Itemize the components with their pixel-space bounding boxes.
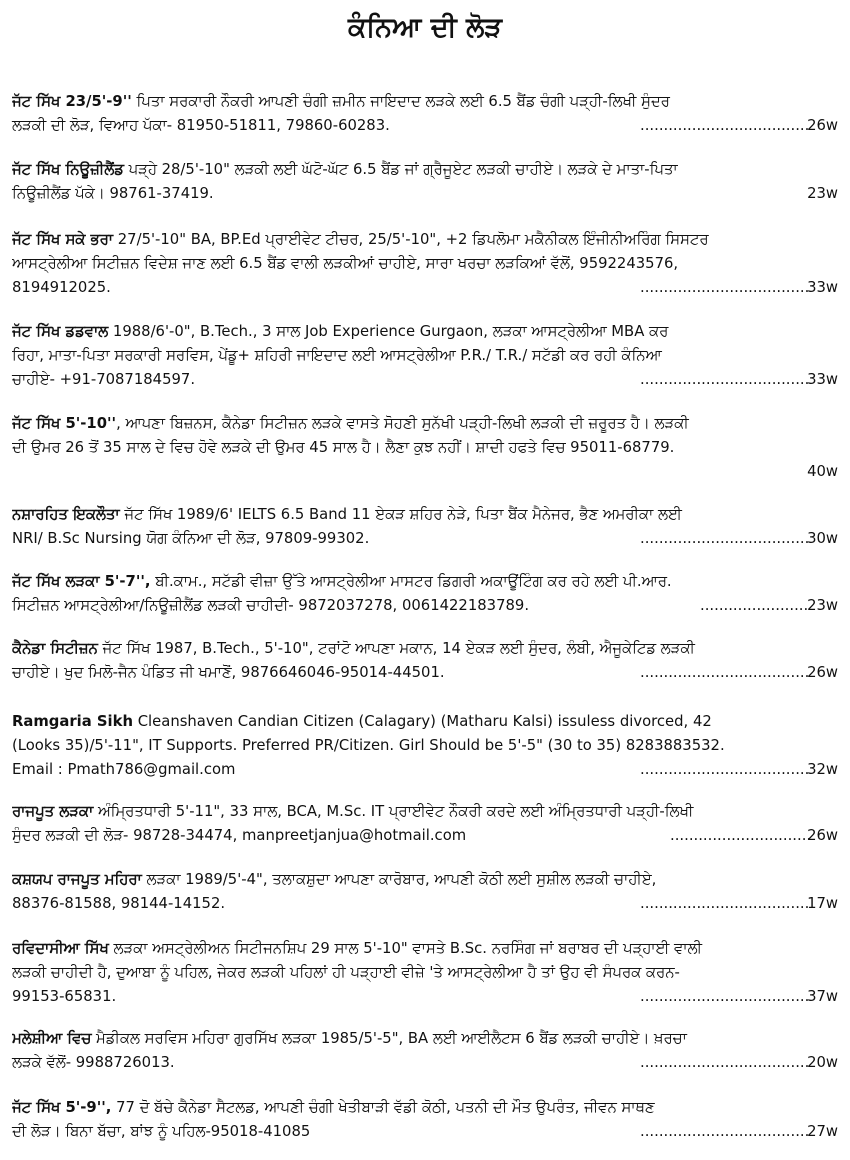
ad-line: (Looks 35)/5'-11", IT Supports. Preferred PR/Citizen. Girl Should be 5'-5" (30 to 35) 8283883532.: [12, 736, 725, 754]
ad-line: [12, 637, 838, 661]
ad-footer: [12, 892, 838, 916]
dot-leader: [640, 1051, 810, 1075]
ad-code: 37w: [807, 987, 838, 1005]
dot-leader: [640, 114, 810, 138]
ad-text: ਲੜਕੀ ਦੀ ਲੋੜ, ਵਿਆਹ ਪੱਕਾ- 81950-51811, 79860-60283.: [12, 116, 390, 134]
ad-line: ਰਿਹਾ, ਮਾਤਾ-ਪਿਤਾ ਸਰਕਾਰੀ ਸਰਵਿਸ, ਪੇਂਡੂ+ ਸ਼ਹਿਰੀ ਜਾਇਦਾਦ ਲਈ ਆਸਟ੍ਰੇਲੀਆ P.R./ T.R./ ਸਟੱਡੀ ਕਰ ਰਹੀ ਕੰਨਿਆ: [12, 346, 662, 364]
ad-text: ਮੈਡੀਕਲ ਸਰਵਿਸ ਮਹਿਰਾ ਗੁਰਸਿੱਖ ਲੜਕਾ 1985/5'-5", BA ਲਈ ਆਈਲੈਟਸ 6 ਬੈਂਡ ਲੜਕੀ ਚਾਹੀਏ। ਖ਼ਰਚਾ: [96, 1030, 687, 1047]
ad-code: 23w: [807, 184, 838, 202]
ad-line: ਲੜਕੀ ਚਾਹੀਦੀ ਹੈ, ਦੁਆਬਾ ਨੂੰ ਪਹਿਲ, ਜੇਕਰ ਲੜਕੀ ਪਹਿਲਾਂ ਹੀ ਪੜ੍ਹਾਈ ਵੀਜ਼ੇ 'ਤੇ ਆਸਟ੍ਰੇਲੀਆ ਹੈ ਤਾਂ ਉਹ ਵੀ ਸੰਪਰਕ ਕਰਨ-: [12, 963, 680, 981]
ad-text: ਜੱਟ ਸਿੱਖ 1987, B.Tech., 5'-10", ਟਰਾਂਟੋ ਆਪਣਾ ਮਕਾਨ, 14 ਏਕੜ ਲਈ ਸੁੰਦਰ, ਲੰਬੀ, ਐਜੂਕੇਟਿਡ ਲੜਕੀ: [102, 640, 695, 657]
ad-code: 20w: [807, 1053, 838, 1071]
ad-line: ਆਸਟ੍ਰੇਲੀਆ ਸਿਟੀਜ਼ਨ ਵਿਦੇਸ਼ ਜਾਣ ਲਈ 6.5 ਬੈਂਡ ਵਾਲੀ ਲੜਕੀਆਂ ਚਾਹੀਏ, ਸਾਰਾ ਖਰਚਾ ਲੜਕਿਆਂ ਵੱਲੋਂ, 9592243576,: [12, 254, 679, 272]
ad-line: [12, 90, 838, 114]
dot-leader: [640, 985, 810, 1009]
ad-text: ਪਿਤਾ ਸਰਕਾਰੀ ਨੌਕਰੀ ਆਪਣੀ ਚੰਗੀ ਜ਼ਮੀਨ ਜਾਇਦਾਦ ਲੜਕੇ ਲਈ 6.5 ਬੈਂਡ ਚੰਗੀ ਪੜ੍ਹੀ-ਲਿਖੀ ਸੁੰਦਰ: [136, 93, 670, 110]
ad-entry: [12, 228, 838, 299]
ad-text: 1988/6'-0", B.Tech., 3 ਸਾਲ Job Experience Gurgaon, ਲੜਕਾ ਆਸਟ੍ਰੇਲੀਆ MBA ਕਰ: [112, 323, 669, 340]
ad-entry: [12, 158, 838, 206]
ad-code: 30w: [807, 529, 838, 547]
dot-leader: [640, 661, 810, 685]
ad-text: ਜੱਟ ਸਿੱਖ 1989/6' IELTS 6.5 Band 11 ਏਕੜ ਸ਼ਹਿਰ ਨੇੜੇ, ਪਿਤਾ ਬੈਂਕ ਮੈਨੇਜਰ, ਭੈਣ ਅਮਰੀਕਾ ਲਈ: [124, 506, 682, 523]
ad-footer: [12, 1051, 838, 1075]
dot-leader: [670, 824, 810, 848]
ad-text: ਸਿਟੀਜ਼ਨ ਆਸਟ੍ਰੇਲੀਆ/ਨਿਊਜ਼ੀਲੈਂਡ ਲੜਕੀ ਚਾਹੀਦੀ- 9872037278, 0061422183789.: [12, 596, 530, 614]
ad-line: [12, 937, 838, 961]
ad-text: ਸੁੰਦਰ ਲੜਕੀ ਦੀ ਲੋੜ- 98728-34474, manpreetjanjua@hotmail.com: [12, 826, 467, 844]
ad-lead: ਜੱਟ ਸਿੱਖ ਡਡਵਾਲ: [12, 323, 109, 340]
ad-footer: [12, 368, 838, 392]
ad-lead: ਜੱਟ ਸਿੱਖ 5'-9'',: [12, 1099, 112, 1116]
ad-line: [12, 412, 838, 436]
page-title: ਕੰਨਿਆ ਦੀ ਲੋੜ: [347, 12, 503, 43]
dot-leader: [640, 758, 810, 782]
ad-code: 32w: [807, 760, 838, 778]
ad-line: [12, 800, 838, 824]
ad-line: [12, 503, 838, 527]
ad-code: 23w: [807, 596, 838, 614]
ad-code: 27w: [807, 1122, 838, 1140]
ad-text: Cleanshaven Candian Citizen (Calagary) (Matharu Kalsi) issuless divorced, 42: [137, 713, 712, 730]
ad-lead: ਜੱਟ ਸਿੱਖ ਸਕੇ ਭਰਾ: [12, 231, 114, 248]
dot-leader: [640, 276, 810, 300]
ad-lead: ਕੈਨੇਡਾ ਸਿਟੀਜ਼ਨ: [12, 640, 98, 657]
ad-lead: ਜੱਟ ਸਿੱਖ 23/5'-9'': [12, 93, 132, 110]
ad-code: 17w: [807, 894, 838, 912]
ad-footer: [12, 182, 838, 206]
ad-lead: ਜੱਟ ਸਿੱਖ ਨਿਊਜ਼ੀਲੈਂਡ: [12, 161, 124, 178]
ad-text: 99153-65831.: [12, 987, 117, 1005]
dot-leader: [700, 594, 810, 618]
ad-entry: [12, 412, 838, 483]
ad-footer: [12, 1120, 838, 1144]
ad-footer: [12, 276, 838, 300]
ad-line: [12, 570, 838, 594]
ad-entry: [12, 710, 838, 781]
ad-footer: [12, 594, 838, 618]
ad-footer: [12, 758, 838, 782]
ad-footer: [12, 527, 838, 551]
ad-line: [12, 868, 838, 892]
ad-entry: [12, 937, 838, 1008]
ad-code: 33w: [807, 370, 838, 388]
ad-footer: [12, 824, 838, 848]
ad-line: [12, 320, 838, 344]
ad-entry: [12, 1096, 838, 1144]
ad-text: ਲੜਕਾ 1989/5'-4", ਤਲਾਕਸ਼ੁਦਾ ਆਪਣਾ ਕਾਰੋਬਾਰ, ਆਪਣੀ ਕੋਠੀ ਲਈ ਸੁਸ਼ੀਲ ਲੜਕੀ ਚਾਹੀਏ,: [146, 871, 657, 888]
ad-code: 26w: [807, 663, 838, 681]
ad-footer: [12, 985, 838, 1009]
ad-text: ਪੜ੍ਹੇ 28/5'-10" ਲੜਕੀ ਲਈ ਘੱਟੋ-ਘੱਟ 6.5 ਬੈਂਡ ਜਾਂ ਗ੍ਰੈਜੂਏਟ ਲੜਕੀ ਚਾਹੀਏ। ਲੜਕੇ ਦੇ ਮਾਤਾ-ਪਿਤਾ: [128, 161, 678, 178]
ad-text: ਬੀ.ਕਾਮ., ਸਟੱਡੀ ਵੀਜ਼ਾ ਉੱਤੇ ਆਸਟ੍ਰੇਲੀਆ ਮਾਸਟਰ ਡਿਗਰੀ ਅਕਾਊਂਟਿੰਗ ਕਰ ਰਹੇ ਲਈ ਪੀ.ਆਰ.: [155, 573, 672, 590]
dot-leader: [640, 1120, 810, 1144]
ad-footer: [12, 114, 838, 138]
ad-footer: [12, 661, 838, 685]
ad-code: 33w: [807, 278, 838, 296]
ad-entry: [12, 90, 838, 138]
ad-entry: [12, 1027, 838, 1075]
ad-text: NRI/ B.Sc Nursing ਯੋਗ ਕੰਨਿਆ ਦੀ ਲੋੜ, 97809-99302.: [12, 529, 370, 547]
ad-lead: ਰਾਜਪੂਤ ਲੜਕਾ: [12, 803, 94, 820]
dot-leader: [640, 892, 810, 916]
ad-text: ਅੰਮ੍ਰਿਤਧਾਰੀ 5'-11", 33 ਸਾਲ, BCA, M.Sc. IT ਪ੍ਰਾਈਵੇਟ ਨੌਕਰੀ ਕਰਦੇ ਲਈ ਅੰਮ੍ਰਿਤਧਾਰੀ ਪੜ੍ਹੀ-ਲਿਖੀ: [97, 803, 694, 820]
ad-code: 26w: [807, 116, 838, 134]
ad-text: , ਆਪਣਾ ਬਿਜ਼ਨਸ, ਕੈਨੇਡਾ ਸਿਟੀਜ਼ਨ ਲੜਕੇ ਵਾਸਤੇ ਸੋਹਣੀ ਸੁਨੱਖੀ ਪੜ੍ਹੀ-ਲਿਖੀ ਲੜਕੀ ਦੀ ਜ਼ਰੂਰਤ ਹੈ। ਲੜਕੀ: [116, 415, 689, 432]
ad-text: ਲੜਕੇ ਵੱਲੋਂ- 9988726013.: [12, 1053, 175, 1071]
ad-lead: ਮਲੇਸ਼ੀਆ ਵਿਚ: [12, 1030, 92, 1047]
ad-lead: ਰਵਿਦਾਸੀਆ ਸਿੱਖ: [12, 940, 109, 957]
ad-text: 27/5'-10" BA, BP.Ed ਪ੍ਰਾਈਵੇਟ ਟੀਚਰ, 25/5'-10", +2 ਡਿਪਲੋਮਾ ਮਕੈਨੀਕਲ ਇੰਜੀਨੀਅਰਿੰਗ ਸਿਸਟਰ: [117, 231, 709, 248]
ad-text: 8194912025.: [12, 278, 111, 296]
ad-text: ਚਾਹੀਏ। ਖੁਦ ਮਿਲੋ-ਜੈਨ ਪੰਡਿਤ ਜੀ ਖਮਾਣੋਂ, 9876646046-95014-44501.: [12, 663, 445, 681]
ad-text: 88376-81588, 98144-14152.: [12, 894, 226, 912]
ad-footer: [12, 460, 838, 484]
ad-entry: [12, 800, 838, 848]
ad-lead: ਜੱਟ ਸਿੱਖ ਲੜਕਾ 5'-7'',: [12, 573, 151, 590]
dot-leader: [640, 527, 810, 551]
ad-text: ਦੀ ਲੋੜ। ਬਿਨਾ ਬੱਚਾ, ਬਾਂਝ ਨੂੰ ਪਹਿਲ-95018-41085: [12, 1122, 311, 1140]
ad-lead: ਨਸ਼ਾਰਹਿਤ ਇਕਲੌਤਾ: [12, 506, 120, 523]
ad-text: 77 ਦੋ ਬੱਚੇ ਕੈਨੇਡਾ ਸੈਟਲਡ, ਆਪਣੀ ਚੰਗੀ ਖੇਤੀਬਾੜੀ ਵੱਡੀ ਕੋਠੀ, ਪਤਨੀ ਦੀ ਮੌਤ ਉਪਰੰਤ, ਜੀਵਨ ਸਾਥਣ: [116, 1099, 655, 1116]
ad-line: ਦੀ ਉਮਰ 26 ਤੋਂ 35 ਸਾਲ ਦੇ ਵਿਚ ਹੋਵੇ ਲੜਕੇ ਦੀ ਉਮਰ 45 ਸਾਲ ਹੈ। ਲੈਣਾ ਕੁਝ ਨਹੀਂ। ਸ਼ਾਦੀ ਹਫਤੇ ਵਿਚ 95011-68779.: [12, 438, 675, 456]
ad-lead: Ramgaria Sikh: [12, 713, 133, 730]
ad-code: 26w: [807, 826, 838, 844]
dot-leader: [640, 368, 810, 392]
ad-text: ਚਾਹੀਏ- +91-7087184597.: [12, 370, 196, 388]
ad-line: [12, 1096, 838, 1120]
ad-entry: [12, 637, 838, 685]
ad-code: 40w: [807, 462, 838, 480]
ad-line: [12, 228, 838, 252]
ad-lead: ਕਸ਼ਯਪ ਰਾਜਪੂਤ ਮਹਿਰਾ: [12, 871, 142, 888]
ad-lead: ਜੱਟ ਸਿੱਖ 5'-10'': [12, 415, 117, 432]
ad-entry: [12, 503, 838, 551]
ad-entry: [12, 320, 838, 391]
ad-text: Email : Pmath786@gmail.com: [12, 760, 236, 778]
ad-line: [12, 710, 838, 734]
ad-entry: [12, 868, 838, 916]
ad-line: [12, 1027, 838, 1051]
ad-text: ਨਿਊਜ਼ੀਲੈਂਡ ਪੱਕੇ। 98761-37419.: [12, 184, 214, 202]
ad-text: ਲੜਕਾ ਅਸਟ੍ਰੇਲੀਅਨ ਸਿਟੀਜਨਸ਼ਿਪ 29 ਸਾਲ 5'-10" ਵਾਸਤੇ B.Sc. ਨਰਸਿੰਗ ਜਾਂ ਬਰਾਬਰ ਦੀ ਪੜ੍ਹਾਈ ਵਾਲੀ: [113, 940, 702, 957]
ad-entry: [12, 570, 838, 618]
ad-line: [12, 158, 838, 182]
